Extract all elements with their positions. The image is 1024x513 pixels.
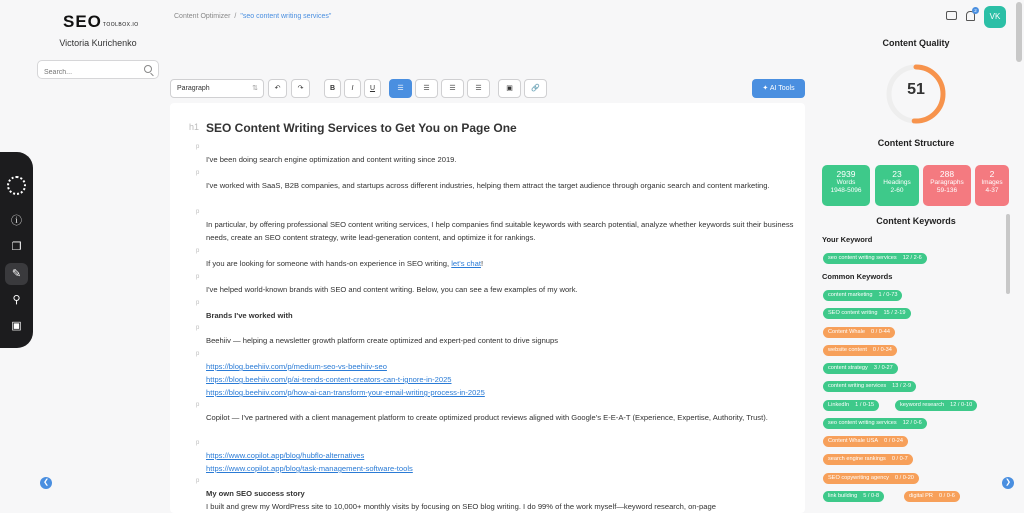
keyword-chip[interactable] — [823, 327, 895, 338]
align-justify-icon: ☰ — [475, 85, 482, 92]
stat-label: Images — [981, 179, 1003, 186]
block-type-select[interactable] — [170, 79, 264, 98]
paragraph[interactable]: I've worked with SaaS, B2B companies, and startups across different industries, helping them attract the target audience through organic search and content marketing. — [206, 181, 770, 190]
redo-button[interactable] — [291, 79, 310, 98]
keyword-text: website content — [828, 347, 867, 353]
breadcrumb-root[interactable]: Content Optimizer — [174, 13, 231, 20]
page-scrollbar[interactable] — [1014, 0, 1024, 513]
paragraph-text: ! — [480, 259, 484, 268]
ai-tools-label: AI Tools — [769, 85, 795, 92]
keyword-chip[interactable] — [823, 363, 898, 374]
header-icons — [946, 6, 1016, 30]
keyword-text: content writing services — [828, 383, 887, 389]
stat-range: 1948-5096 — [830, 187, 862, 194]
logo-main: SEO — [63, 12, 102, 31]
align-left-button[interactable] — [389, 79, 412, 98]
stat-paragraphs — [923, 165, 971, 206]
next-button[interactable] — [1002, 477, 1014, 489]
insert-link-button[interactable] — [524, 79, 547, 98]
stat-range: 4-37 — [985, 187, 999, 194]
paragraph[interactable]: I've been doing search engine optimization and content writing since 2019. — [206, 155, 457, 164]
keyword-chip[interactable] — [823, 491, 884, 502]
documents-icon[interactable]: ❐ — [11, 241, 22, 253]
stat-value: 2939 — [836, 169, 856, 179]
block-type-value: Paragraph — [177, 85, 210, 92]
align-center-icon: ☰ — [423, 85, 430, 92]
stat-images — [975, 165, 1009, 206]
content-quality-title: Content Quality — [882, 38, 950, 48]
scrollbar-thumb[interactable] — [1006, 214, 1010, 294]
keyword-text: search engine rankings — [828, 456, 886, 462]
app-rail — [0, 152, 33, 348]
keyword-count: 5 / 0-8 — [863, 493, 880, 499]
logo[interactable] — [63, 12, 139, 32]
stat-range: 59-136 — [936, 187, 958, 194]
page-scrollbar-thumb[interactable] — [1016, 2, 1022, 62]
underline-button[interactable]: U — [364, 79, 381, 98]
keyword-count: 12 / 0-6 — [902, 420, 922, 426]
block-tag-p: p — [196, 209, 200, 215]
keyword-chip[interactable] — [823, 308, 911, 319]
common-keywords-title: Common Keywords — [822, 272, 893, 281]
key-icon[interactable]: ⚲ — [12, 294, 21, 306]
keyword-count: 0 / 0-44 — [871, 329, 890, 335]
prev-button[interactable] — [40, 477, 52, 489]
keyword-text: Content Whale — [828, 329, 866, 335]
keyword-text: seo content writing services — [828, 420, 897, 426]
stat-value: 2 — [989, 169, 995, 179]
stat-value: 288 — [939, 169, 955, 179]
keyword-count: 12 / 0-10 — [950, 402, 973, 408]
keyword-count: 0 / 0-7 — [891, 456, 908, 462]
keyword-chip[interactable] — [823, 473, 919, 484]
italic-button[interactable]: I — [344, 79, 361, 98]
keyword-chip[interactable] — [823, 345, 897, 356]
undo-icon: ↶ — [274, 85, 281, 92]
stat-headings — [875, 165, 919, 206]
keyword-count: 0 / 0-24 — [884, 438, 904, 444]
keyword-chip[interactable] — [823, 418, 927, 429]
dollar-icon[interactable]: ⓘ — [11, 215, 22, 227]
block-tag-p: p — [196, 300, 200, 306]
block-tag-p: p — [196, 170, 200, 176]
article-link[interactable]: https://blog.beehiiv.com/p/ai-trends-content-creators-can-t-ignore-in-2025 — [206, 375, 452, 384]
block-tag-p: p — [196, 440, 200, 446]
keyword-text: keyword research — [900, 402, 945, 408]
align-center-button[interactable] — [415, 79, 438, 98]
section-heading[interactable]: My own SEO success story — [206, 489, 305, 498]
paragraph[interactable]: Beehiiv — helping a newsletter growth platform create optimized and expert-ped content to drive signups — [206, 336, 559, 345]
block-tag-h1: h1 — [189, 122, 200, 132]
keyword-count: 0 / 0-6 — [938, 493, 955, 499]
keyword-text: SEO copywriting agency — [828, 475, 889, 481]
stat-label: Paragraphs — [930, 179, 964, 186]
image-icon: ▣ — [506, 85, 513, 92]
chevron-right-icon: ❯ — [1005, 479, 1011, 486]
keyword-chip[interactable] — [895, 400, 977, 411]
editor-canvas[interactable] — [170, 103, 805, 513]
keyword-count: 3 / 0-27 — [873, 365, 893, 371]
block-tag-p: p — [196, 351, 200, 357]
stat-label: Words — [836, 179, 856, 186]
stat-words — [822, 165, 870, 206]
search-input[interactable] — [38, 64, 138, 81]
keyword-text: content strategy — [828, 365, 868, 371]
paragraph[interactable]: I built and grew my WordPress site to 10,000+ monthly visits by focusing on SEO blog writing. I do 99% of the work myself—keyword research, on-page — [206, 502, 716, 511]
block-tag-p: p — [196, 402, 200, 408]
align-left-icon: ☰ — [397, 85, 404, 92]
insert-image-button[interactable] — [498, 79, 521, 98]
chevron-left-icon: ❮ — [43, 479, 49, 486]
content-keywords-title: Content Keywords — [876, 216, 956, 226]
logo-sub: TOOLBOX.IO — [102, 22, 139, 28]
left-sidebar — [33, 0, 163, 513]
paragraph[interactable]: In particular, by offering professional SEO content writing services, I help companies find suitable keywords with search potential, analyze whether keywords suit their business needs, create an SEO content strategy, write lead-generation content, and optimize it for rankings. — [206, 220, 794, 242]
updown-icon: ⇅ — [252, 85, 258, 92]
keyword-count: 1 / 0-15 — [855, 402, 875, 408]
right-panel — [820, 0, 1014, 513]
block-tag-p: p — [196, 325, 200, 331]
keywords-scrollbar[interactable] — [1006, 214, 1010, 513]
search-icon[interactable] — [144, 65, 152, 73]
article-link[interactable]: https://blog.beehiiv.com/p/how-ai-can-transform-your-email-writing-process-in-2025 — [206, 388, 485, 397]
search-box — [37, 60, 159, 79]
editor-toolbar — [170, 79, 805, 98]
breadcrumb-current: "seo content writing services" — [240, 13, 332, 20]
paragraph[interactable]: I've helped world-known brands with SEO and content writing. Below, you can see a few examples of my work. — [206, 285, 578, 294]
keyword-count: 0 / 0-20 — [894, 475, 914, 481]
breadcrumb-separator: / — [234, 13, 237, 20]
article-link[interactable]: https://blog.beehiiv.com/p/medium-seo-vs-beehiiv-seo — [206, 362, 387, 371]
section-heading[interactable]: Brands I've worked with — [206, 311, 293, 320]
your-keyword-chip[interactable] — [823, 253, 927, 264]
align-right-icon: ☰ — [449, 85, 456, 92]
block-tag-p: p — [196, 274, 200, 280]
chat-icon[interactable] — [946, 11, 957, 20]
bold-button[interactable]: B — [324, 79, 341, 98]
keyword-count: 12 / 2-6 — [902, 255, 922, 261]
stat-range: 2-60 — [890, 187, 904, 194]
content-structure-title: Content Structure — [877, 138, 955, 148]
breadcrumb — [174, 13, 331, 20]
image-icon[interactable]: ▣ — [11, 320, 22, 332]
editor-icon[interactable]: ✎ — [5, 263, 28, 285]
user-name: Victoria Kurichenko — [59, 38, 137, 48]
article-title[interactable]: SEO Content Writing Services to Get You on Page One — [206, 121, 517, 135]
article-link[interactable]: https://www.copilot.app/blog/hubflo-alternatives — [206, 451, 365, 460]
avatar[interactable]: VK — [984, 6, 1006, 28]
paragraph-text: If you are looking for someone with hands-on experience in SEO writing, — [206, 259, 452, 268]
undo-button[interactable] — [268, 79, 287, 98]
notification-badge: 2 — [972, 7, 979, 14]
ai-tools-button[interactable]: ✦ AI Tools — [752, 79, 805, 98]
link-icon: 🔗 — [531, 85, 540, 92]
stat-value: 23 — [892, 169, 902, 179]
quality-score: 51 — [907, 81, 925, 98]
keyword-text: link building — [828, 493, 858, 499]
keyword-text: Content Whale USA — [828, 438, 879, 444]
align-right-button[interactable] — [441, 79, 464, 98]
block-tag-p: p — [196, 478, 200, 484]
keyword-chip[interactable] — [823, 400, 879, 411]
stat-label: Headings — [883, 179, 911, 186]
chat-link[interactable]: let's chat — [451, 259, 481, 268]
loading-icon — [7, 176, 26, 195]
block-tag-p: p — [196, 248, 200, 254]
keyword-count: 1 / 0-73 — [878, 292, 898, 298]
paragraph[interactable]: Copilot — I've partnered with a client management platform to create optimized product reviews aligned with Google's E-E-A-T (Experience, Expertise, Authority, Trust). — [206, 413, 768, 422]
redo-icon: ↷ — [297, 85, 304, 92]
keyword-count: 15 / 2-19 — [883, 310, 906, 316]
article-link[interactable]: https://www.copilot.app/blog/task-management-software-tools — [206, 464, 413, 473]
keyword-chip[interactable] — [823, 454, 913, 465]
keyword-chip[interactable] — [823, 290, 902, 301]
your-keyword-title: Your Keyword — [822, 235, 873, 244]
keyword-chip[interactable] — [904, 491, 960, 502]
keyword-count: 0 / 0-34 — [872, 347, 892, 353]
align-justify-button[interactable] — [467, 79, 490, 98]
keyword-chip[interactable] — [823, 436, 908, 447]
keyword-text: seo content writing services — [828, 255, 897, 261]
keyword-text: SEO content writing — [828, 310, 878, 316]
keyword-chip[interactable] — [823, 381, 916, 392]
keyword-text: LinkedIn — [828, 402, 850, 408]
keyword-text: content marketing — [828, 292, 873, 298]
keyword-text: digital PR — [909, 493, 933, 499]
block-tag-p: p — [196, 144, 200, 150]
keyword-count: 13 / 2-9 — [892, 383, 912, 389]
paragraph[interactable] — [206, 257, 796, 270]
